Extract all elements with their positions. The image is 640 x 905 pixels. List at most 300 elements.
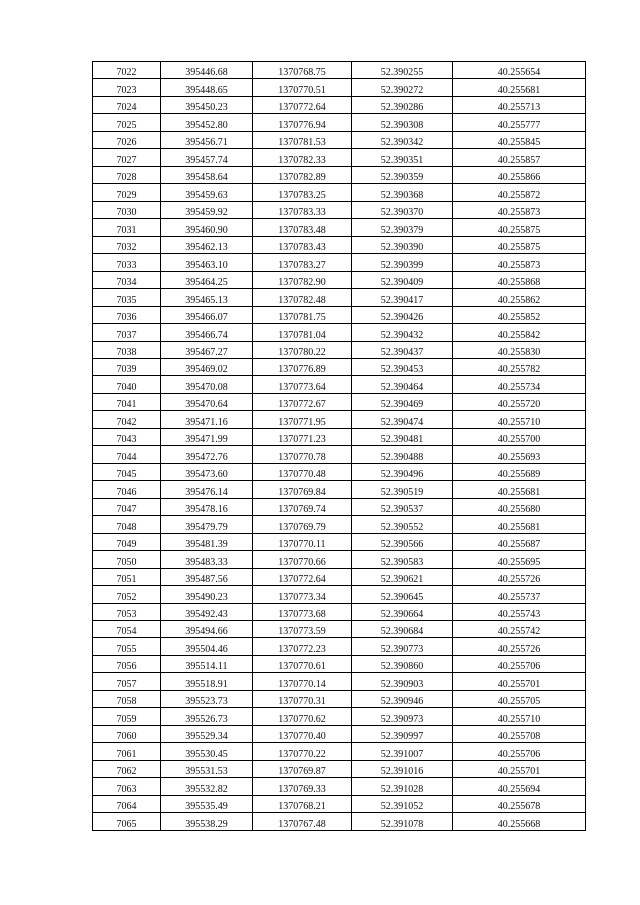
cell-text: 395458.64: [185, 172, 228, 184]
latitude-cell: [352, 621, 453, 638]
cell-text: 7029: [116, 189, 137, 201]
cell-text: 52.390566: [380, 539, 424, 551]
x-coordinate-cell: [161, 62, 253, 79]
cell-text: 52.391078: [380, 818, 424, 830]
y-coordinate-cell: [253, 690, 352, 707]
table-row: [93, 446, 586, 463]
latitude-cell: [352, 306, 453, 323]
cell-text: 7065: [116, 818, 137, 830]
longitude-cell: [453, 289, 586, 306]
x-coordinate-cell: [161, 446, 253, 463]
cell-text: 395459.63: [185, 189, 228, 201]
point-number-cell: [93, 96, 161, 113]
cell-text: 1370773.34: [278, 591, 326, 603]
longitude-cell: [453, 778, 586, 795]
cell-text: 395466.07: [185, 312, 228, 324]
cell-text: 1370773.59: [278, 626, 326, 638]
cell-text: 395470.64: [185, 399, 228, 411]
x-coordinate-cell: [161, 638, 253, 655]
table-row: [93, 219, 586, 236]
cell-text: 1370769.84: [278, 486, 326, 498]
longitude-cell: [453, 166, 586, 183]
longitude-cell: [453, 62, 586, 79]
longitude-cell: [453, 621, 586, 638]
table-row: [93, 621, 586, 638]
cell-text: 1370783.25: [278, 189, 326, 201]
cell-text: 395504.46: [185, 643, 228, 655]
longitude-cell: [453, 114, 586, 131]
table-row: [93, 690, 586, 707]
cell-text: 40.255852: [497, 312, 541, 324]
point-number-cell: [93, 236, 161, 253]
cell-text: 7034: [116, 277, 137, 289]
point-number-cell: [93, 586, 161, 603]
table-row: [93, 586, 586, 603]
table-row: [93, 655, 586, 672]
latitude-cell: [352, 184, 453, 201]
longitude-cell: [453, 254, 586, 271]
table-row: [93, 306, 586, 323]
point-number-cell: [93, 62, 161, 79]
table-row: [93, 149, 586, 166]
latitude-cell: [352, 638, 453, 655]
point-number-cell: [93, 621, 161, 638]
cell-text: 395529.34: [185, 731, 228, 743]
latitude-cell: [352, 201, 453, 218]
point-number-cell: [93, 271, 161, 288]
cell-text: 7046: [116, 486, 137, 498]
x-coordinate-cell: [161, 725, 253, 742]
cell-text: 40.255726: [497, 574, 541, 586]
y-coordinate-cell: [253, 481, 352, 498]
cell-text: 7042: [116, 416, 137, 428]
cell-text: 7059: [116, 713, 137, 725]
latitude-cell: [352, 551, 453, 568]
y-coordinate-cell: [253, 463, 352, 480]
cell-text: 40.255743: [497, 609, 541, 620]
cell-text: 52.390903: [380, 678, 424, 690]
x-coordinate-cell: [161, 236, 253, 253]
longitude-cell: [453, 655, 586, 672]
x-coordinate-cell: [161, 376, 253, 393]
cell-text: 52.390552: [380, 521, 424, 533]
cell-text: 7035: [116, 294, 137, 306]
cell-text: 52.390437: [380, 346, 424, 358]
cell-text: 395490.23: [185, 591, 228, 603]
table-row: [93, 568, 586, 585]
latitude-cell: [352, 114, 453, 131]
cell-text: 7061: [116, 748, 137, 760]
table-row: [93, 813, 586, 830]
point-number-cell: [93, 376, 161, 393]
longitude-cell: [453, 376, 586, 393]
y-coordinate-cell: [253, 62, 352, 79]
latitude-cell: [352, 760, 453, 777]
cell-text: 40.255680: [497, 504, 541, 516]
cell-text: 7032: [116, 242, 137, 254]
cell-text: 52.390664: [380, 609, 424, 620]
cell-text: 52.390308: [380, 119, 424, 131]
cell-text: 395483.33: [185, 556, 228, 568]
cell-text: 7031: [116, 224, 137, 236]
cell-text: 1370772.23: [278, 643, 326, 655]
latitude-cell: [352, 481, 453, 498]
y-coordinate-cell: [253, 498, 352, 515]
cell-text: 7025: [116, 119, 137, 131]
table-row: [93, 708, 586, 725]
cell-text: 40.255678: [497, 801, 541, 813]
latitude-cell: [352, 586, 453, 603]
longitude-cell: [453, 131, 586, 148]
cell-text: 52.390409: [380, 277, 424, 289]
table-row: [93, 760, 586, 777]
cell-text: 52.390537: [380, 504, 424, 516]
cell-text: 52.390773: [380, 643, 424, 655]
cell-text: 395535.49: [185, 801, 228, 813]
cell-text: 40.255710: [497, 713, 541, 725]
cell-text: 7036: [116, 312, 137, 324]
y-coordinate-cell: [253, 201, 352, 218]
x-coordinate-cell: [161, 289, 253, 306]
cell-text: 395492.43: [185, 609, 228, 620]
cell-text: 40.255734: [497, 381, 541, 393]
cell-text: 7024: [116, 102, 137, 114]
cell-text: 40.255857: [497, 154, 541, 166]
latitude-cell: [352, 813, 453, 830]
y-coordinate-cell: [253, 289, 352, 306]
x-coordinate-cell: [161, 201, 253, 218]
longitude-cell: [453, 411, 586, 428]
longitude-cell: [453, 516, 586, 533]
point-number-cell: [93, 446, 161, 463]
cell-text: 40.255866: [497, 172, 541, 184]
cell-text: 40.255710: [497, 416, 541, 428]
cell-text: 40.255862: [497, 294, 541, 306]
cell-text: 1370770.22: [278, 748, 326, 760]
cell-text: 7064: [116, 801, 137, 813]
cell-text: 7039: [116, 364, 137, 376]
longitude-cell: [453, 96, 586, 113]
cell-text: 395452.80: [185, 119, 228, 131]
y-coordinate-cell: [253, 236, 352, 253]
cell-text: 7052: [116, 591, 137, 603]
point-number-cell: [93, 219, 161, 236]
x-coordinate-cell: [161, 586, 253, 603]
cell-text: 52.390399: [380, 259, 424, 271]
cell-text: 1370783.27: [278, 259, 326, 271]
cell-text: 7040: [116, 381, 137, 393]
table-row: [93, 603, 586, 620]
cell-text: 52.390684: [380, 626, 424, 638]
cell-text: 40.255681: [497, 486, 541, 498]
longitude-cell: [453, 393, 586, 410]
cell-text: 1370781.75: [278, 312, 326, 324]
cell-text: 40.255713: [497, 102, 541, 114]
y-coordinate-cell: [253, 778, 352, 795]
x-coordinate-cell: [161, 655, 253, 672]
longitude-cell: [453, 673, 586, 690]
cell-text: 52.391016: [380, 766, 424, 778]
cell-text: 1370772.67: [278, 399, 326, 411]
x-coordinate-cell: [161, 358, 253, 375]
table-row: [93, 725, 586, 742]
cell-text: 40.255782: [497, 364, 541, 376]
point-number-cell: [93, 813, 161, 830]
longitude-cell: [453, 551, 586, 568]
x-coordinate-cell: [161, 498, 253, 515]
cell-text: 395487.56: [185, 574, 228, 586]
longitude-cell: [453, 324, 586, 341]
cell-text: 40.255701: [497, 766, 541, 778]
table-row: [93, 254, 586, 271]
cell-text: 52.390453: [380, 364, 424, 376]
latitude-cell: [352, 708, 453, 725]
cell-text: 7056: [116, 661, 137, 673]
cell-text: 40.255777: [497, 119, 541, 131]
cell-text: 1370776.89: [278, 364, 326, 376]
latitude-cell: [352, 673, 453, 690]
latitude-cell: [352, 743, 453, 760]
cell-text: 7026: [116, 137, 137, 149]
point-number-cell: [93, 463, 161, 480]
cell-text: 7057: [116, 678, 137, 690]
longitude-cell: [453, 813, 586, 830]
point-number-cell: [93, 603, 161, 620]
cell-text: 52.390432: [380, 329, 424, 341]
cell-text: 1370770.14: [278, 678, 326, 690]
cell-text: 1370783.33: [278, 207, 326, 219]
longitude-cell: [453, 533, 586, 550]
cell-text: 395466.74: [185, 329, 228, 341]
table-row: [93, 743, 586, 760]
latitude-cell: [352, 778, 453, 795]
cell-text: 1370770.61: [278, 661, 326, 673]
table-row: [93, 778, 586, 795]
longitude-cell: [453, 708, 586, 725]
y-coordinate-cell: [253, 516, 352, 533]
cell-text: 1370767.48: [278, 818, 326, 830]
latitude-cell: [352, 411, 453, 428]
longitude-cell: [453, 481, 586, 498]
cell-text: 52.390417: [380, 294, 424, 306]
cell-text: 1370770.78: [278, 451, 326, 463]
point-number-cell: [93, 481, 161, 498]
cell-text: 40.255842: [497, 329, 541, 341]
cell-text: 1370773.68: [278, 609, 326, 620]
cell-text: 1370770.40: [278, 731, 326, 743]
latitude-cell: [352, 516, 453, 533]
latitude-cell: [352, 96, 453, 113]
cell-text: 52.391007: [380, 748, 424, 760]
y-coordinate-cell: [253, 184, 352, 201]
x-coordinate-cell: [161, 219, 253, 236]
x-coordinate-cell: [161, 166, 253, 183]
point-number-cell: [93, 708, 161, 725]
x-coordinate-cell: [161, 114, 253, 131]
cell-text: 395462.13: [185, 242, 228, 254]
cell-text: 52.390583: [380, 556, 424, 568]
x-coordinate-cell: [161, 673, 253, 690]
cell-text: 40.255681: [497, 84, 541, 96]
cell-text: 7062: [116, 766, 137, 778]
cell-text: 7048: [116, 521, 137, 533]
cell-text: 395464.25: [185, 277, 228, 289]
longitude-cell: [453, 638, 586, 655]
cell-text: 40.255873: [497, 259, 541, 271]
cell-text: 40.255706: [497, 748, 541, 760]
cell-text: 7033: [116, 259, 137, 271]
point-number-cell: [93, 166, 161, 183]
y-coordinate-cell: [253, 411, 352, 428]
y-coordinate-cell: [253, 725, 352, 742]
y-coordinate-cell: [253, 254, 352, 271]
cell-text: 40.255695: [497, 556, 541, 568]
table-row: [93, 481, 586, 498]
cell-text: 395523.73: [185, 696, 228, 708]
x-coordinate-cell: [161, 690, 253, 707]
longitude-cell: [453, 79, 586, 96]
y-coordinate-cell: [253, 551, 352, 568]
table-row: [93, 271, 586, 288]
point-number-cell: [93, 655, 161, 672]
y-coordinate-cell: [253, 446, 352, 463]
cell-text: 395532.82: [185, 783, 228, 795]
point-number-cell: [93, 743, 161, 760]
y-coordinate-cell: [253, 79, 352, 96]
point-number-cell: [93, 289, 161, 306]
cell-text: 52.390474: [380, 416, 424, 428]
table-row: [93, 96, 586, 113]
latitude-cell: [352, 446, 453, 463]
y-coordinate-cell: [253, 131, 352, 148]
cell-text: 395478.16: [185, 504, 228, 516]
cell-text: 395518.91: [185, 678, 228, 690]
cell-text: 1370781.53: [278, 137, 326, 149]
cell-text: 1370768.75: [278, 67, 326, 79]
x-coordinate-cell: [161, 341, 253, 358]
cell-text: 7038: [116, 346, 137, 358]
y-coordinate-cell: [253, 341, 352, 358]
cell-text: 1370771.23: [278, 434, 326, 446]
cell-text: 7028: [116, 172, 137, 184]
y-coordinate-cell: [253, 114, 352, 131]
latitude-cell: [352, 289, 453, 306]
longitude-cell: [453, 358, 586, 375]
longitude-cell: [453, 568, 586, 585]
latitude-cell: [352, 149, 453, 166]
y-coordinate-cell: [253, 324, 352, 341]
cell-text: 40.255875: [497, 224, 541, 236]
table-row: [93, 131, 586, 148]
y-coordinate-cell: [253, 638, 352, 655]
latitude-cell: [352, 393, 453, 410]
y-coordinate-cell: [253, 813, 352, 830]
cell-text: 40.255720: [497, 399, 541, 411]
latitude-cell: [352, 166, 453, 183]
table-row: [93, 341, 586, 358]
cell-text: 1370768.21: [278, 801, 326, 813]
cell-text: 7053: [116, 609, 137, 620]
cell-text: 395471.99: [185, 434, 228, 446]
coordinates-table: [92, 61, 586, 831]
longitude-cell: [453, 463, 586, 480]
point-number-cell: [93, 533, 161, 550]
x-coordinate-cell: [161, 778, 253, 795]
point-number-cell: [93, 760, 161, 777]
point-number-cell: [93, 114, 161, 131]
x-coordinate-cell: [161, 254, 253, 271]
table-row: [93, 516, 586, 533]
latitude-cell: [352, 428, 453, 445]
latitude-cell: [352, 79, 453, 96]
cell-text: 40.255654: [497, 67, 541, 79]
x-coordinate-cell: [161, 481, 253, 498]
cell-text: 395530.45: [185, 748, 228, 760]
x-coordinate-cell: [161, 621, 253, 638]
cell-text: 395467.27: [185, 346, 228, 358]
cell-text: 1370769.87: [278, 766, 326, 778]
cell-text: 52.390481: [380, 434, 424, 446]
table-row: [93, 62, 586, 79]
cell-text: 1370776.94: [278, 119, 326, 131]
point-number-cell: [93, 341, 161, 358]
cell-text: 40.255706: [497, 661, 541, 673]
cell-text: 7054: [116, 626, 137, 638]
table-row: [93, 114, 586, 131]
y-coordinate-cell: [253, 760, 352, 777]
longitude-cell: [453, 795, 586, 812]
cell-text: 1370771.95: [278, 416, 326, 428]
cell-text: 7037: [116, 329, 137, 341]
cell-text: 1370773.64: [278, 381, 326, 393]
cell-text: 40.255668: [497, 818, 541, 830]
table-row: [93, 551, 586, 568]
point-number-cell: [93, 393, 161, 410]
cell-text: 52.390342: [380, 137, 424, 149]
table-row: [93, 201, 586, 218]
x-coordinate-cell: [161, 708, 253, 725]
cell-text: 395465.13: [185, 294, 228, 306]
x-coordinate-cell: [161, 306, 253, 323]
y-coordinate-cell: [253, 621, 352, 638]
cell-text: 40.255708: [497, 731, 541, 743]
longitude-cell: [453, 271, 586, 288]
point-number-cell: [93, 184, 161, 201]
cell-text: 1370770.51: [278, 84, 326, 96]
x-coordinate-cell: [161, 603, 253, 620]
x-coordinate-cell: [161, 813, 253, 830]
latitude-cell: [352, 725, 453, 742]
longitude-cell: [453, 306, 586, 323]
cell-text: 1370782.48: [278, 294, 326, 306]
cell-text: 1370769.79: [278, 521, 326, 533]
y-coordinate-cell: [253, 743, 352, 760]
cell-text: 1370769.33: [278, 783, 326, 795]
cell-text: 52.390255: [380, 67, 424, 79]
table-row: [93, 533, 586, 550]
point-number-cell: [93, 516, 161, 533]
latitude-cell: [352, 498, 453, 515]
x-coordinate-cell: [161, 568, 253, 585]
point-number-cell: [93, 149, 161, 166]
point-number-cell: [93, 690, 161, 707]
cell-text: 7043: [116, 434, 137, 446]
cell-text: 40.255700: [497, 434, 541, 446]
cell-text: 7060: [116, 731, 137, 743]
point-number-cell: [93, 778, 161, 795]
point-number-cell: [93, 411, 161, 428]
table-row: [93, 498, 586, 515]
